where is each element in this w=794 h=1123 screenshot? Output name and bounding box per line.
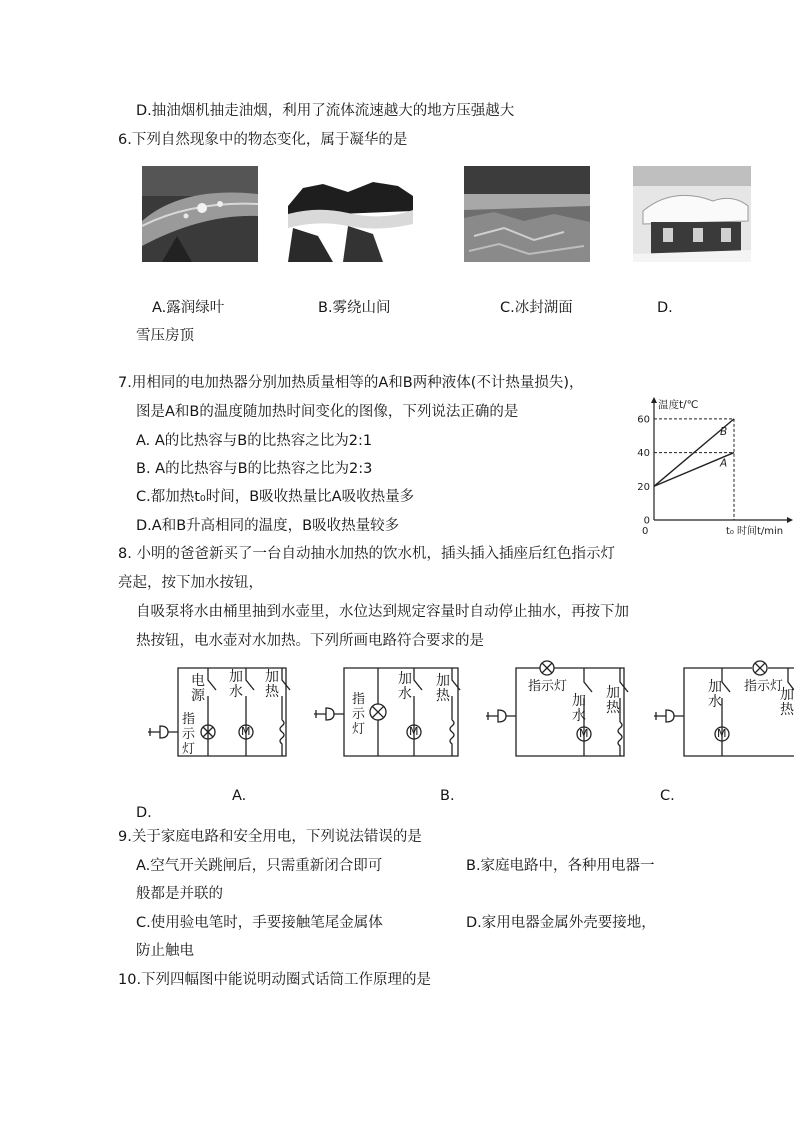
photo-frozen-lake [464, 166, 590, 262]
series-label-A: A [720, 457, 728, 470]
q8-stem-line4: 热按钮，电水壶对水加热。下列所画电路符合要求的是 [136, 633, 484, 649]
q9-option-a: A.空气开关跳闸后，只需重新闭合即可 [136, 858, 383, 874]
circuit-a-label-indicator: 指示灯 [182, 712, 196, 757]
circuit-d-label-add-water: 加水 [708, 679, 722, 710]
circuit-a-motor-symbol: M [241, 725, 251, 738]
series-label-B: B [720, 425, 728, 438]
y-tick-label-40: 40 [637, 448, 650, 460]
photo-dew-leaf [142, 166, 258, 262]
q6-stem: 6.下列自然现象中的物态变化，属于凝华的是 [118, 132, 408, 148]
q6-option-d-text: 雪压房顶 [136, 328, 194, 344]
q9-option-b-line1: B.家庭电路中，各种用电器一 [466, 858, 655, 874]
q7-option-a: A. A的比热容与B的比热容之比为2:1 [136, 433, 373, 449]
circuit-d-motor-symbol: M [717, 727, 727, 740]
q9-option-d-line2: 防止触电 [136, 943, 194, 959]
q7-option-c: C.都加热t₀时间，B吸收热量比A吸收热量多 [136, 489, 415, 505]
q7-option-b: B. A的比热容与B的比热容之比为2:3 [136, 461, 373, 477]
circuit-a-label-add-water: 加水 [229, 669, 243, 700]
circuit-diagram-c [484, 656, 634, 768]
circuit-d-label-indicator: 指示灯 [744, 679, 784, 694]
q7-option-d: D.A和B升高相同的温度，B吸收热量较多 [136, 518, 400, 534]
q5-option-d: D.抽油烟机抽走油烟，利用了流体流速越大的地方压强越大 [136, 103, 515, 119]
circuit-b-motor-symbol: M [409, 725, 419, 738]
circuit-a-label-power: 电源 [191, 673, 205, 704]
circuit-c-label-heat: 加热 [606, 685, 620, 716]
q7-stem-line2: 图是A和B的温度随加热时间变化的图像，下列说法正确的是 [136, 404, 519, 420]
q9-option-b-line2: 般都是并联的 [136, 886, 223, 902]
q10-stem: 10.下列四幅图中能说明动圈式话筒工作原理的是 [118, 972, 432, 988]
circuit-a-label-heat: 加热 [265, 669, 279, 700]
q8-option-b: B. [440, 788, 455, 804]
x-tick-t0: t₀ [726, 526, 734, 537]
circuit-c-label-indicator: 指示灯 [528, 679, 568, 694]
circuit-diagram-d [652, 656, 794, 768]
q8-option-c: C. [660, 788, 675, 804]
q6-option-c: C.冰封湖面 [500, 300, 573, 316]
y-axis-label: 温度t/℃ [658, 399, 699, 411]
q6-option-b: B.雾绕山间 [318, 300, 391, 316]
y-tick-label-60: 60 [637, 414, 650, 426]
x-axis-label: 时间t/min [737, 526, 784, 537]
circuit-b-label-add-water: 加水 [398, 671, 412, 702]
circuit-b-label-indicator: 指示灯 [352, 692, 366, 737]
q8-stem-line2: 亮起，按下加水按钮， [118, 575, 263, 591]
y-tick-label-0: 0 [643, 515, 650, 527]
q8-option-a: A. [232, 788, 247, 804]
circuit-diagram-a [146, 660, 296, 768]
q7-stem-line1: 7.用相同的电加热器分别加热质量相等的A和B两种液体(不计热量损失)， [118, 375, 584, 391]
circuit-d-label-heat: 加热 [780, 687, 794, 718]
q9-stem: 9.关于家庭电路和安全用电，下列说法错误的是 [118, 829, 422, 845]
y-tick-label-20: 20 [637, 481, 650, 493]
photo-snow-roof [633, 166, 751, 262]
photo-fog-mountain [288, 166, 413, 262]
circuit-c-label-add-water: 加水 [572, 693, 586, 724]
q6-option-d-letter: D. [657, 300, 673, 316]
q8-option-d: D. [136, 805, 152, 821]
circuit-b-label-heat: 加热 [436, 673, 450, 704]
circuit-c-motor-symbol: M [579, 727, 589, 740]
q6-option-a: A.露润绿叶 [152, 300, 225, 316]
q8-stem-line1: 8. 小明的爸爸新买了一台自动抽水加热的饮水机，插头插入插座后红色指示灯 [118, 546, 615, 562]
circuit-diagram-b [312, 660, 472, 768]
q8-stem-line3: 自吸泵将水由桶里抽到水壶里，水位达到规定容量时自动停止抽水，再按下加 [136, 604, 629, 620]
x-tick-origin: 0 [642, 526, 649, 537]
q9-option-c: C.使用验电笔时，手要接触笔尾金属体 [136, 915, 383, 931]
temperature-time-graph [632, 392, 794, 542]
q9-option-d-line1: D.家用电器金属外壳要接地， [466, 915, 656, 931]
